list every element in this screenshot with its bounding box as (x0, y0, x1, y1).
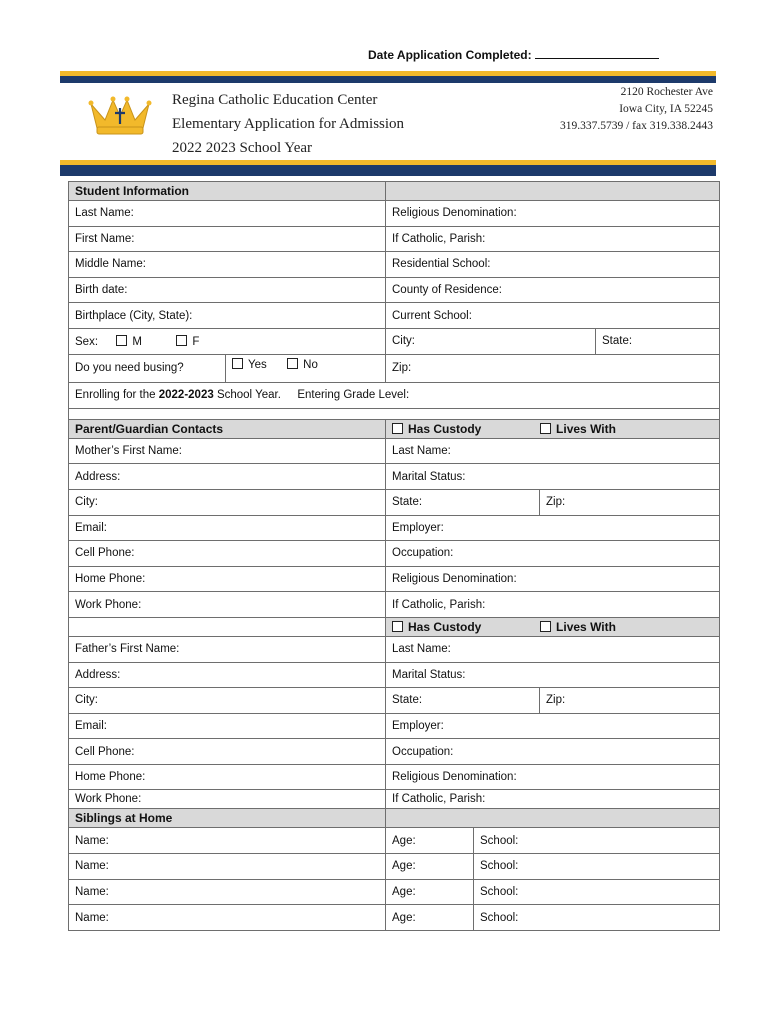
sex-m-checkbox[interactable] (116, 335, 127, 346)
student-city-field[interactable]: City: (386, 328, 596, 354)
mother-first-name-field[interactable]: Mother’s First Name: (69, 438, 386, 464)
student-county-field[interactable]: County of Residence: (386, 277, 720, 303)
sibling-name-field[interactable]: Name: (69, 905, 386, 931)
father-cell-phone-field[interactable]: Cell Phone: (69, 739, 386, 765)
sibling-age-field[interactable]: Age: (386, 828, 474, 854)
busing-yes-checkbox[interactable] (232, 358, 243, 369)
busing-options (226, 354, 386, 383)
sex-f-checkbox[interactable] (176, 335, 187, 346)
mother-row (69, 515, 720, 541)
mother-work-phone-field[interactable]: Work Phone: (69, 592, 386, 618)
sibling-school-field[interactable]: School: (474, 879, 720, 905)
student-row (69, 277, 720, 303)
siblings-section-header (69, 809, 720, 828)
father-state-field[interactable]: State: (386, 688, 540, 714)
address-phone: 319.337.5739 / fax 319.338.2443 (559, 120, 713, 132)
father-has-custody-checkbox[interactable] (392, 621, 403, 632)
application-title: Elementary Application for Admission (172, 116, 405, 132)
father-section-header (69, 617, 720, 636)
sibling-school-field[interactable]: School: (474, 828, 720, 854)
enroll-year: 2022-2023 (158, 389, 214, 402)
father-row (69, 713, 720, 739)
busing-yes-label: Yes (248, 358, 267, 371)
sex-m-label: M (132, 335, 143, 348)
mother-row (69, 592, 720, 618)
date-application-line (368, 47, 659, 62)
sibling-row (69, 828, 720, 854)
sibling-row (69, 905, 720, 931)
student-row (69, 226, 720, 252)
mother-lives-with-checkbox[interactable] (540, 423, 551, 434)
mother-parish-field[interactable]: If Catholic, Parish: (386, 592, 720, 618)
mother-employer-field[interactable]: Employer: (386, 515, 720, 541)
sibling-row (69, 879, 720, 905)
father-row (69, 764, 720, 790)
sibling-age-field[interactable]: Age: (386, 879, 474, 905)
crown-logo-icon (88, 94, 152, 136)
father-email-field[interactable]: Email: (69, 713, 386, 739)
father-address-field[interactable]: Address: (69, 662, 386, 688)
sibling-name-field[interactable]: Name: (69, 879, 386, 905)
sibling-age-field[interactable]: Age: (386, 905, 474, 931)
date-application-field[interactable] (535, 47, 659, 59)
address-street: 2120 Rochester Ave (620, 86, 713, 98)
father-religious-denomination-field[interactable]: Religious Denomination: (386, 764, 720, 790)
grade-level-label: Entering Grade Level: (297, 389, 410, 402)
enrolling-row (69, 383, 720, 409)
father-row (69, 636, 720, 662)
student-row (69, 252, 720, 278)
father-home-phone-field[interactable]: Home Phone: (69, 764, 386, 790)
student-row (69, 303, 720, 329)
student-section-title: Student Information (69, 182, 386, 201)
school-name: Regina Catholic Education Center (172, 92, 378, 108)
sibling-age-field[interactable]: Age: (386, 854, 474, 880)
lives-with-label: Lives With (556, 421, 616, 436)
father-row (69, 790, 720, 809)
student-row (69, 354, 720, 383)
student-parish-field[interactable]: If Catholic, Parish: (386, 226, 720, 252)
student-current-school-field[interactable]: Current School: (386, 303, 720, 329)
student-last-name-field[interactable]: Last Name: (69, 201, 386, 227)
student-zip-field[interactable]: Zip: (386, 354, 720, 383)
mother-row (69, 566, 720, 592)
sex-label: Sex: (75, 335, 99, 348)
father-lives-with-checkbox[interactable] (540, 621, 551, 632)
sibling-row (69, 854, 720, 880)
busing-no-label: No (303, 358, 318, 371)
mother-last-name-field[interactable]: Last Name: (386, 438, 720, 464)
mother-row (69, 541, 720, 567)
enroll-text-pre: Enrolling for the (75, 389, 156, 402)
father-row (69, 739, 720, 765)
enroll-text-post: School Year. (216, 389, 281, 402)
mother-email-field[interactable]: Email: (69, 515, 386, 541)
student-birth-date-field[interactable]: Birth date: (69, 277, 386, 303)
school-year: 2022 2023 School Year (172, 140, 313, 156)
header-bar-navy-top (60, 76, 716, 83)
mother-row (69, 489, 720, 515)
mother-cell-phone-field[interactable]: Cell Phone: (69, 541, 386, 567)
student-state-field[interactable]: State: (596, 328, 720, 354)
father-parish-field[interactable]: If Catholic, Parish: (386, 790, 720, 809)
busing-question: Do you need busing? (69, 354, 226, 383)
sibling-name-field[interactable]: Name: (69, 828, 386, 854)
mother-zip-field[interactable]: Zip: (540, 489, 720, 515)
date-application-label: Date Application Completed: (368, 48, 532, 62)
mother-religious-denomination-field[interactable]: Religious Denomination: (386, 566, 720, 592)
father-zip-field[interactable]: Zip: (540, 688, 720, 714)
parent-section-header (69, 419, 720, 438)
mother-has-custody-checkbox[interactable] (392, 423, 403, 434)
spacer-row (69, 408, 720, 419)
mother-occupation-field[interactable]: Occupation: (386, 541, 720, 567)
mother-row (69, 438, 720, 464)
siblings-section-title: Siblings at Home (69, 809, 386, 828)
sex-f-label: F (192, 335, 200, 348)
father-row (69, 688, 720, 714)
mother-city-field[interactable]: City: (69, 489, 386, 515)
lives-with-label: Lives With (556, 619, 616, 634)
father-row (69, 662, 720, 688)
mother-address-field[interactable]: Address: (69, 464, 386, 490)
mother-row (69, 464, 720, 490)
father-last-name-field[interactable]: Last Name: (386, 636, 720, 662)
mother-state-field[interactable]: State: (386, 489, 540, 515)
address-city: Iowa City, IA 52245 (619, 103, 713, 115)
sibling-name-field[interactable]: Name: (69, 854, 386, 880)
has-custody-label: Has Custody (408, 421, 482, 436)
father-city-field[interactable]: City: (69, 688, 386, 714)
father-occupation-field[interactable]: Occupation: (386, 739, 720, 765)
student-religious-denomination-field[interactable]: Religious Denomination: (386, 201, 720, 227)
mother-marital-status-field[interactable]: Marital Status: (386, 464, 720, 490)
student-row (69, 328, 720, 354)
student-birthplace-field[interactable]: Birthplace (City, State): (69, 303, 386, 329)
has-custody-label: Has Custody (408, 619, 482, 634)
father-employer-field[interactable]: Employer: (386, 713, 720, 739)
header-bar-navy-bottom (60, 165, 716, 176)
application-form-table (68, 181, 720, 931)
father-marital-status-field[interactable]: Marital Status: (386, 662, 720, 688)
sibling-school-field[interactable]: School: (474, 905, 720, 931)
enrolling-field[interactable] (69, 383, 720, 409)
parent-section-title: Parent/Guardian Contacts (69, 419, 386, 438)
student-middle-name-field[interactable]: Middle Name: (69, 252, 386, 278)
father-work-phone-field[interactable]: Work Phone: (69, 790, 386, 809)
sibling-school-field[interactable]: School: (474, 854, 720, 880)
mother-home-phone-field[interactable]: Home Phone: (69, 566, 386, 592)
student-first-name-field[interactable]: First Name: (69, 226, 386, 252)
student-section-header (69, 182, 720, 201)
busing-no-checkbox[interactable] (287, 358, 298, 369)
student-sex-field (69, 328, 386, 354)
father-first-name-field[interactable]: Father’s First Name: (69, 636, 386, 662)
student-residential-school-field[interactable]: Residential School: (386, 252, 720, 278)
student-row (69, 201, 720, 227)
